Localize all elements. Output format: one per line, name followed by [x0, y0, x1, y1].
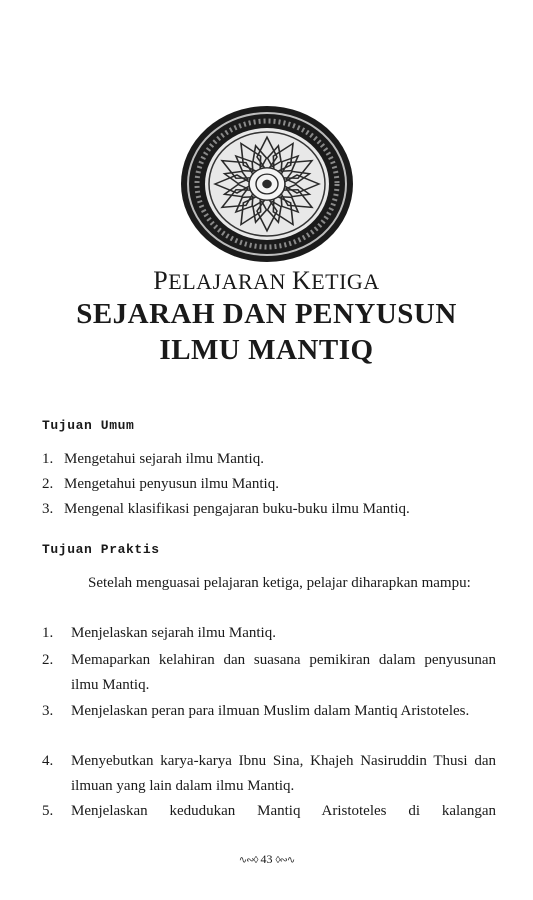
list-item	[42, 472, 502, 497]
intro-paragraph: Setelah menguasai pelajaran ketiga, pelajar diharapkan mampu:	[88, 575, 471, 591]
list-item	[42, 621, 496, 646]
list-item-text: Menjelaskan kedudukan Mantiq Aristoteles di kalangan	[71, 803, 496, 819]
chapter-title-line2: ILMU MANTIQ	[159, 334, 374, 366]
page-number: 43	[260, 852, 273, 866]
lesson-label: PELAJARAN KETIGA	[153, 266, 380, 295]
list-item-text: Mengenal klasifikasi pengajaran buku-buku ilmu Mantiq.	[64, 501, 410, 517]
list-item-text: Menyebutkan karya-karya Ibnu Sina, Khajeh Nasiruddin Thusi dan ilmuan yang lain dalam ilmu Mantiq.	[71, 753, 496, 794]
list-item-number: 2.	[42, 476, 54, 492]
list-item-number: 1.	[42, 451, 54, 467]
flourish-left-icon: ∿∾◊	[238, 855, 258, 866]
list-item-number: 3.	[42, 501, 54, 517]
chapter-title-line1: SEJARAH DAN PENYUSUN	[76, 298, 457, 330]
list-item	[42, 699, 496, 724]
section-heading-tujuan-umum: Tujuan Umum	[42, 418, 135, 433]
list-item-text: Mengetahui sejarah ilmu Mantiq.	[64, 451, 264, 467]
list-item-text: Memaparkan kelahiran dan suasana pemikiran dalam penyusunan ilmu Mantiq.	[71, 652, 496, 693]
list-item-text: Mengetahui penyusun ilmu Mantiq.	[64, 476, 279, 492]
section-heading-tujuan-praktis: Tujuan Praktis	[42, 542, 160, 557]
list-item	[42, 497, 502, 522]
list-item-text: Menjelaskan peran para ilmuan Muslim dalam Mantiq Aristoteles.	[71, 703, 470, 719]
medallion-ornament-icon	[178, 104, 356, 264]
list-item-number: 3.	[42, 703, 54, 719]
list-item-number: 5.	[42, 803, 54, 819]
list-item-number: 2.	[42, 652, 54, 668]
list-item-text: Menjelaskan sejarah ilmu Mantiq.	[71, 625, 276, 641]
list-item	[42, 648, 496, 698]
list-item-number: 1.	[42, 625, 54, 641]
list-item-number: 4.	[42, 753, 54, 769]
page-footer	[0, 852, 533, 867]
list-item	[42, 749, 496, 799]
list-item	[42, 799, 496, 824]
list-item	[42, 447, 502, 472]
flourish-right-icon: ◊∾∿	[275, 855, 295, 866]
